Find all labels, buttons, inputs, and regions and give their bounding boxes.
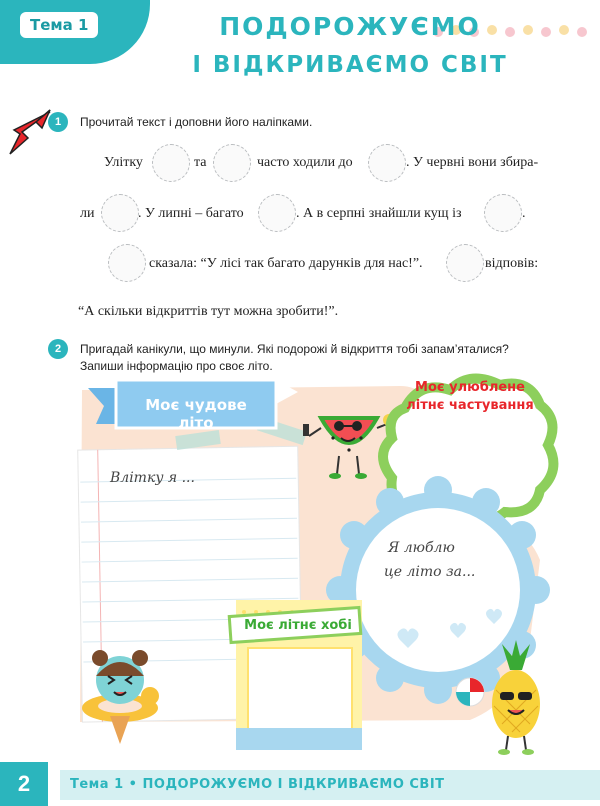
treat-label-line1: Моє улюблене [415,380,525,395]
handwriting-summer: Влітку я ... [110,470,195,486]
page-title-line2: І ВІДКРИВАЄМО СВІТ [192,52,508,78]
task1-text-2d: . [522,206,526,221]
treat-label-line2: літнє частування [406,398,534,413]
banner-label: Моє чудове літо [145,396,247,432]
task1-text-3b: відповів: [485,256,539,271]
task2-instruction-line1: Пригадай канікули, що минули. Які подорожі й відкриття тобі запам’яталися? [80,342,509,356]
footer-text: Тема 1 • ПОДОРОЖУЄМО І ВІДКРИВАЄМО СВІТ [70,777,445,792]
page-title-line1: ПОДОРОЖУЄМО [219,12,481,41]
hobby-label: Моє літнє хобі [244,618,352,633]
page-number: 2 [0,762,48,806]
task1-text-2b: . У липні – багато [138,206,244,221]
task1-text-1c: часто ходили до [257,155,353,170]
topic-tab-label: Тема 1 [20,12,98,38]
task2-instruction-line2: Запиши інформацію про своє літо. [80,359,273,373]
task1-text-3a: сказала: “У лісі так багато дарунків для нас!”. [149,256,423,271]
task1-text-4: “А скільки відкриттів тут можна зробити!”. [78,304,339,319]
task1-text-2a: ли [80,206,95,221]
task1-text-2c: . А в серпні знайшли кущ із [296,206,462,221]
task2-number: 2 [48,339,68,359]
task1-instruction: Прочитай текст і доповни його наліпками. [80,115,313,129]
task1-number: 1 [48,112,68,132]
task1-text-1a: Улітку [104,155,143,170]
handwriting-love-line1: Я люблю [388,540,455,556]
task1-text-1b: та [194,155,207,170]
handwriting-love-line2: це літо за... [384,564,476,580]
task1-text-1d: . У червні вони збира- [406,155,539,170]
